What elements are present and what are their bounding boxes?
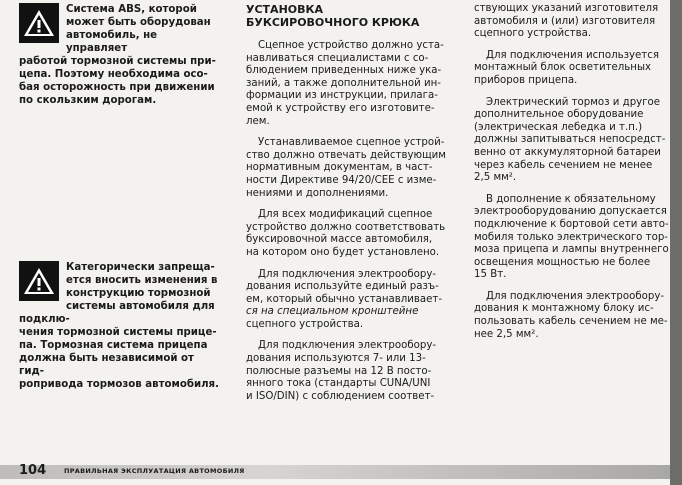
text-line: устройство должно соответствовать [246, 221, 446, 233]
text-line: ности Директиве 94/20/CEE с изме- [246, 174, 437, 186]
warning-line: Категорически запреща- [66, 262, 215, 273]
page-number: 104 [19, 463, 47, 478]
text-line: дования используются 7- или 13- [246, 353, 426, 365]
text-line: Для подключения используется [486, 49, 659, 61]
text-column-middle [246, 3, 446, 412]
page-footer [0, 462, 670, 482]
text-line: лем. [246, 115, 270, 127]
warning-line: бая осторожность при движении [19, 82, 215, 93]
text-line: на котором оно будет установлено. [246, 246, 440, 258]
text-line: дования используйте единый разъ- [246, 281, 439, 293]
warning-triangle-icon [19, 3, 59, 43]
paragraph [474, 3, 670, 41]
warning-triangle-icon [19, 261, 59, 301]
text-line: освещения мощностью не более [474, 256, 651, 268]
heading-line: УСТАНОВКА [246, 3, 324, 16]
text-line: ствующих указаний изготовителя [474, 3, 659, 14]
text-line: венно от аккумуляторной батареи [474, 146, 661, 158]
text-line: навливаться специалистами с со- [246, 52, 429, 64]
paragraph [474, 97, 670, 185]
text-line: через кабель сечением не менее [474, 159, 653, 171]
text-line: нее 2,5 мм². [474, 328, 539, 340]
text-line: Для подключения электрообору- [486, 290, 665, 302]
text-line: емой к устройству его изготовите- [246, 102, 435, 114]
text-line: должны запитываться непосредст- [474, 134, 666, 146]
text-line: нениями и дополнениями. [246, 187, 389, 199]
text-line: сцепного устройства. [474, 28, 592, 40]
text-line: ся на специальном кронштейне [246, 306, 419, 318]
text-line: Сцепное устройство должно уста- [258, 40, 444, 51]
text-line: пользовать кабель сечением не ме- [474, 316, 668, 328]
text-line: буксировочной массе автомобиля, [246, 234, 433, 246]
warning-block-brakes [19, 261, 219, 391]
warning-line: ропривода тормозов автомобиля. [19, 379, 219, 390]
warning-line: чения тормозной системы прице- [19, 327, 217, 338]
text-line: моза прицепа и лампы внутреннего [474, 244, 669, 256]
text-line: В дополнение к обязательному [486, 193, 656, 205]
text-line: и ISO/DIN) с соблюдением соответ- [246, 390, 435, 402]
warning-line: конструкцию тормозной [66, 288, 211, 299]
paragraph [246, 340, 446, 403]
page-edge-shadow [670, 0, 682, 485]
heading-line: БУКСИРОВОЧНОГО КРЮКА [246, 16, 420, 29]
text-line: 2,5 мм². [474, 172, 517, 184]
warning-line: ется вносить изменения в [66, 275, 218, 286]
text-line: Для всех модификаций сцепное [258, 209, 433, 221]
text-column-right [474, 3, 670, 350]
text-line: Устанавливаемое сцепное устрой- [258, 137, 445, 149]
text-line: дования к монтажному блоку ис- [474, 303, 654, 315]
text-line: монтажный блок осветительных [474, 62, 652, 74]
text-line: блюдением приведенных ниже ука- [246, 65, 442, 77]
text-line: полюсные разъемы на 12 В посто- [246, 365, 432, 377]
text-line: дополнительное оборудование [474, 109, 644, 121]
text-line: заний, а также дополнительной ин- [246, 77, 441, 89]
text-line: электрооборудованию допускается [474, 206, 667, 218]
paragraph [474, 194, 670, 282]
warning-line: может быть оборудован [66, 17, 211, 28]
text-line: (электрическая лебедка и т.п.) [474, 121, 643, 133]
text-line: формации из инструкции, прилага- [246, 90, 438, 102]
text-line: янного тока (стандарты CUNA/UNI [246, 378, 431, 390]
text-line: подключение к бортовой сети авто- [474, 218, 669, 230]
paragraph [246, 209, 446, 259]
paragraph [246, 40, 446, 128]
text-line: Электрический тормоз и другое [486, 96, 661, 108]
text-line: мобиля только электрического тор- [474, 231, 668, 243]
warning-line: работой тормозной системы при- [19, 56, 216, 67]
paragraph [474, 291, 670, 341]
text-line: ем, который обычно устанавливает- [246, 293, 443, 305]
text-line: ство должно отвечать действующим [246, 149, 446, 161]
section-heading [246, 3, 446, 29]
warning-line: по скользким дорогам. [19, 95, 157, 106]
paragraph [246, 137, 446, 200]
text-line: нормативным документам, в част- [246, 162, 433, 174]
warning-line: па. Тормозная система прицепа [19, 340, 208, 351]
text-line: 15 Вт. [474, 269, 507, 281]
text-line: Для подключения электрообору- [258, 268, 437, 280]
paragraph [246, 269, 446, 332]
warning-block-abs [19, 3, 219, 107]
warning-line: цепа. Поэтому необходима осо- [19, 69, 208, 80]
text-line: сцепного устройства. [246, 318, 364, 330]
text-line: автомобиля и (или) изготовителя [474, 15, 656, 27]
text-line: приборов прицепа. [474, 74, 578, 86]
warning-line: Система ABS, которой [66, 4, 197, 15]
text-line: Для подключения электрообору- [258, 340, 437, 352]
warning-line: должна быть независимой от гид- [19, 353, 194, 377]
warning-line: автомобиль, не управляет [66, 30, 158, 54]
paragraph [474, 50, 670, 88]
warning-line: системы автомобиля для подклю- [19, 301, 215, 325]
section-title: ПРАВИЛЬНАЯ ЭКСПЛУАТАЦИЯ АВТОМОБИЛЯ [64, 467, 245, 475]
